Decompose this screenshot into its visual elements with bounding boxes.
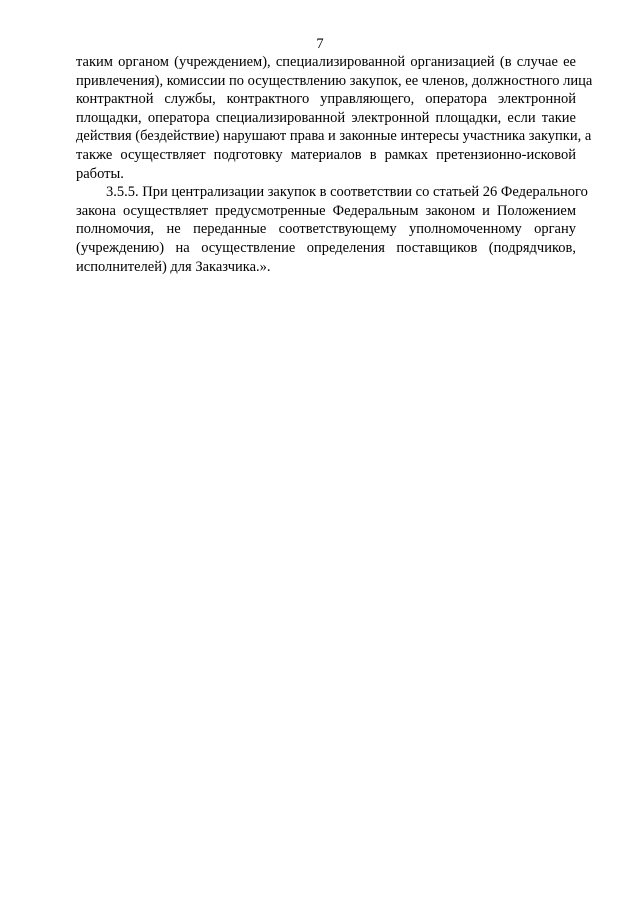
text-line: (учреждению) на осуществление определения поставщиков (подрядчиков,: [76, 239, 576, 256]
text-line: также осуществляет подготовку материалов в рамках претензионно-исковой: [76, 146, 576, 163]
text-line: таким органом (учреждением), специализированной организацией (в случае ее: [76, 54, 576, 70]
paragraph-3-5-5: [76, 183, 588, 276]
text-line: 3.5.5. При централизации закупок в соответствии со статьей 26 Федерального: [106, 184, 588, 201]
text-line: работы.: [76, 165, 124, 182]
page-number: 7: [316, 36, 324, 52]
text-line: закона осуществляет предусмотренные Федеральным законом и Положением: [76, 202, 576, 219]
text-line: площадки, оператора специализированной электронной площадки, если такие: [76, 109, 576, 126]
document-body: [76, 53, 593, 276]
text-line: полномочия, не переданные соответствующему уполномоченному органу: [76, 221, 576, 238]
text-line: действия (бездействие) нарушают права и законные интересы участника закупки, а: [76, 128, 592, 145]
paragraph-continuation: [76, 53, 593, 183]
text-line: контрактной службы, контрактного управляющего, оператора электронной: [76, 91, 576, 108]
text-line: исполнителей) для Заказчика.».: [76, 258, 271, 275]
text-line: привлечения), комиссии по осуществлению закупок, ее членов, должностного лица: [76, 72, 593, 89]
